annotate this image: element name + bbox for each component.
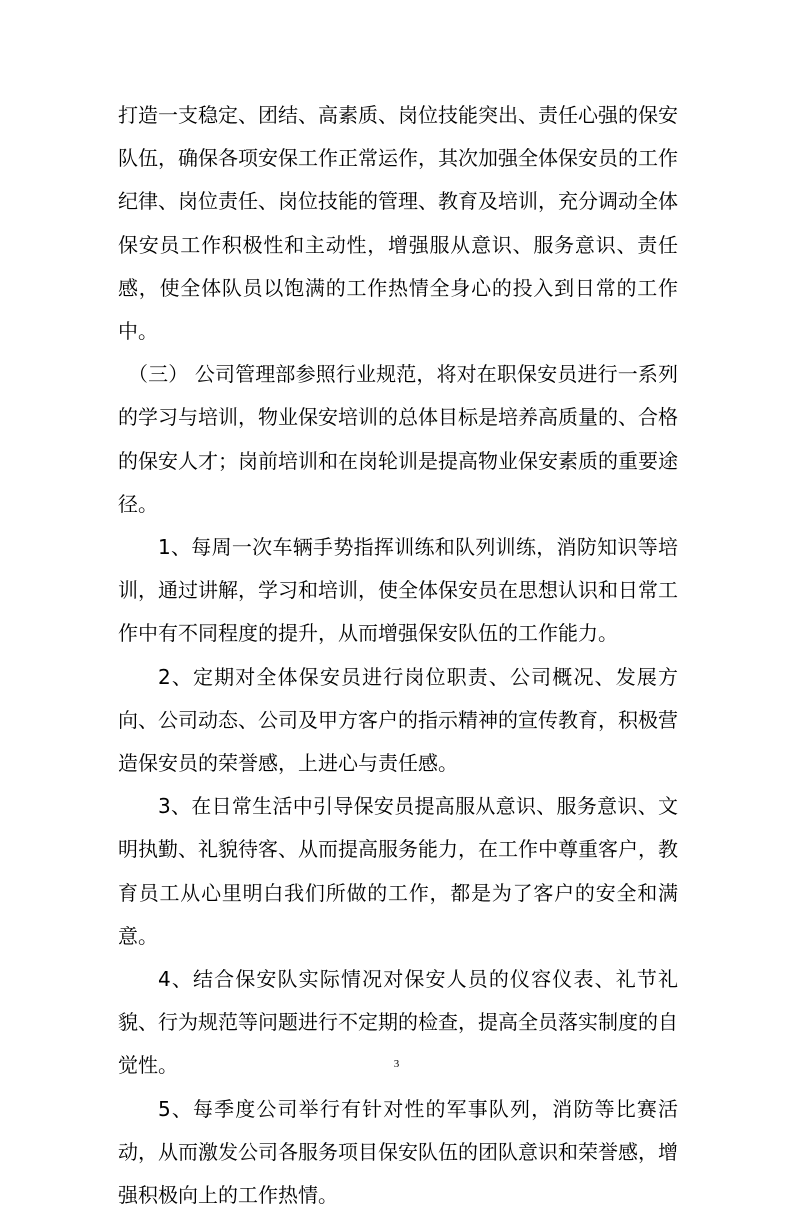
page-number: 3 xyxy=(393,1058,400,1070)
paragraph-section-three: （三） 公司管理部参照行业规范，将对在职保安员进行一系列的学习与培训，物业保安培训的总体目标是培养高质量的、合格的保安人才；岗前培训和在岗轮训是提高物业保安素质的重要途径。 xyxy=(118,362,678,516)
paragraph-item-2: 2、定期对全体保安员进行岗位职责、公司概况、发展方向、公司动态、公司及甲方客户的指示精神的宣传教育，积极营造保安员的荣誉感，上进心与责任感。 xyxy=(118,664,678,776)
document-body xyxy=(118,94,678,1217)
paragraph-item-3: 3、在日常生活中引导保安员提高服从意识、服务意识、文明执勤、礼貌待客、从而提高服务能力，在工作中尊重客户，教育员工从心里明白我们所做的工作，都是为了客户的安全和满意。 xyxy=(118,794,678,948)
paragraph-item-4: 4、结合保安队实际情况对保安人员的仪容仪表、礼节礼貌、行为规范等问题进行不定期的检查，提高全员落实制度的自觉性。 xyxy=(118,967,678,1078)
paragraph-item-5: 5、每季度公司举行有针对性的军事队列，消防等比赛活动，从而激发公司各服务项目保安队伍的团队意识和荣誉感，增强积极向上的工作热情。 xyxy=(118,1096,678,1208)
paragraph-item-1: 1、每周一次车辆手势指挥训练和队列训练，消防知识等培训，通过讲解，学习和培训，使全体保安员在思想认识和日常工作中有不同程度的提升，从而增强保安队伍的工作能力。 xyxy=(118,535,678,646)
paragraph-continued: 打造一支稳定、团结、高素质、岗位技能突出、责任心强的保安队伍，确保各项安保工作正常运作，其次加强全体保安员的工作纪律、岗位责任、岗位技能的管理、教育及培训，充分调动全体保安员工作积极性和主动性，增强服从意识、服务意识、责任感，使全体队员以饱满的工作热情全身心的投入到日常的工作中。 xyxy=(118,103,678,344)
